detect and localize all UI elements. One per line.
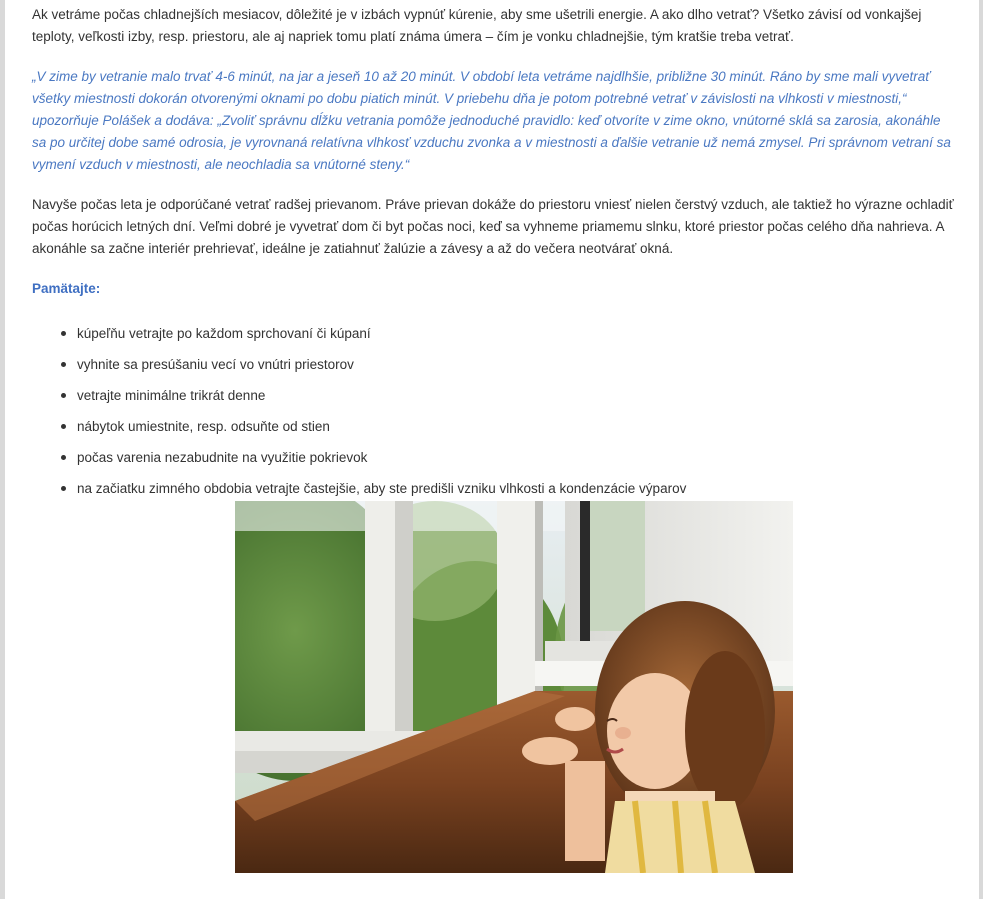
- expert-quote: „V zime by vetranie malo trvať 4-6 minút, na jar a jeseň 10 až 20 minút. V období leta vetráme najdlhšie, približne 30 minút. Ráno by sme mali vyvetrať všetky miestnosti dokorán otvorenými oknami po dobu piatich minút. V priebehu dňa je potom potrebné vetrať v závislosti na vlhkosti v miestnosti,“ upozorňuje Polášek a dodáva: „Zvoliť správnu dĺžku vetrania pomôže jednoduché pravidlo: keď otvoríte v zime okno, vnútorné sklá sa zarosia, akonáhle sa po určitej dobe samé odrosia, je vyrovnaná relatívna vlhkosť vzduchu zvonka a v miestnosti a ďalšie vetranie už nemá zmysel. Pri správnom vetraní sa vymení vzduch v miestnosti, ale neochladia sa vnútorné steny.“: [32, 69, 951, 172]
- intro-paragraph: Ak vetráme počas chladnejších mesiacov, dôležité je v izbách vypnúť kúrenie, aby sme ušetrili energie. A ako dlho vetrať? Všetko závisí od vonkajšej teploty, veľkosti izby, resp. priestoru, ale aj napriek tomu platí známa úmera – čím je vonku chladnejšie, tým kratšie treba vetrať.: [32, 7, 922, 44]
- summer-paragraph: Navyše počas leta je odporúčané vetrať radšej prievanom. Práve prievan dokáže do priestoru vniesť nielen čerstvý vzduch, ale taktiež ho výrazne ochladiť počas horúcich letných dní. Veľmi dobré je vyvetrať dom či byt počas noci, keď sa vyhneme priamemu slnku, ktoré priestor počas celého dňa nahrieva. A akonáhle sa začne interiér prehrievať, ideálne je zatiahnuť žalúzie a závesy a až do večera neotvárať okná.: [32, 197, 954, 256]
- bullet-icon: [61, 486, 66, 491]
- bullet-icon: [61, 362, 66, 367]
- tip-text: vyhnite sa presúšaniu vecí vo vnútri priestorov: [77, 357, 354, 372]
- tip-text: kúpeľňu vetrajte po každom sprchovaní či kúpaní: [77, 326, 371, 341]
- bullet-icon: [61, 331, 66, 336]
- list-item: [32, 473, 954, 504]
- photo-child-at-window: [235, 501, 793, 873]
- bullet-icon: [61, 424, 66, 429]
- article-content: [32, 4, 954, 504]
- tip-text: vetrajte minimálne trikrát denne: [77, 388, 266, 403]
- list-item: [32, 318, 954, 349]
- list-item: [32, 349, 954, 380]
- article-page: [5, 0, 979, 899]
- bullet-icon: [61, 393, 66, 398]
- list-item: [32, 442, 954, 473]
- list-item: [32, 380, 954, 411]
- tip-text: počas varenia nezabudnite na využitie pokrievok: [77, 450, 368, 465]
- list-item: [32, 411, 954, 442]
- remember-heading: Pamätajte:: [32, 281, 101, 296]
- bullet-icon: [61, 455, 66, 460]
- tip-text: na začiatku zimného obdobia vetrajte častejšie, aby ste predišli vzniku vlhkosti a kondenzácie výparov: [77, 481, 687, 496]
- tips-list: [32, 318, 954, 504]
- tip-text: nábytok umiestnite, resp. odsuňte od stien: [77, 419, 330, 434]
